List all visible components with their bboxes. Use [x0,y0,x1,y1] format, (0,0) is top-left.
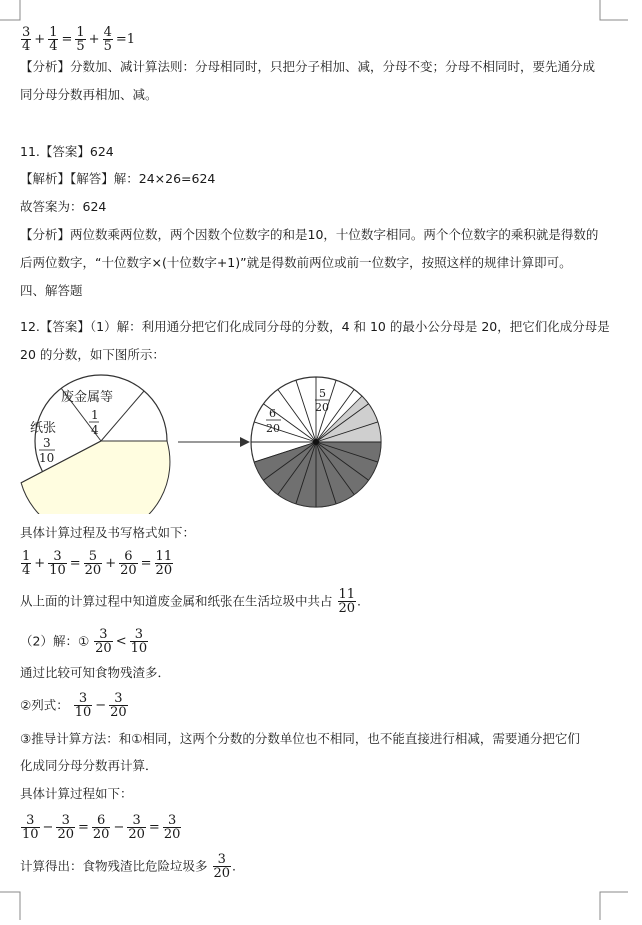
paper-frac-den: 10 [39,451,55,465]
pie-right [251,377,381,507]
formula-line: ②列式： $\frac{3}{10}$ − $\frac{3}{20}$ [20,691,127,720]
frac-b-den: 20 [266,422,280,435]
q11-conclusion: 故答案为：624 [20,199,107,214]
section-heading: 四、解答题 [20,283,83,298]
frac-a-den: 20 [315,401,329,414]
frac-a-num: 5 [319,387,326,400]
pie-left [21,375,170,514]
analysis-10-line-1: 【分析】分数加、减计算法则：分母相同时，只把分子相加、减，分母不变；分母不相同时，要先通分成 [20,59,596,74]
q12-intro-line-2: 20 的分数，如下图所示： [20,347,165,362]
paper-label: 纸张 [30,421,57,436]
equation-line-1: $\frac{3}{4}$ + $\frac{1}{4}$ = $\frac{1}{5}$ + $\frac{4}{5}$ =1 [22,25,136,54]
result-line: 计算得出：食物残渣比危险垃圾多 $\frac{3}{20}$ . [20,852,237,881]
fraction: $\frac{3}{4}$ [22,25,31,54]
fraction: $\frac{1}{5}$ [76,25,85,54]
q11-analysis-line-2: 后两位数字，“十位数字×(十位数字+1)”就是得数前两位或前一位数字，按照这样的规律计算即可。 [20,255,572,270]
q11-answer: 11.【答案】624 [20,144,114,159]
q11-analysis-line-1: 【分析】两位数乘两位数，两个因数个位数字的和是10，十位数字相同。两个个位数字的乘积就是得数的 [20,227,599,242]
equation-line-2: $\frac{1}{4}$ + $\frac{3}{10}$ = $\frac{5}{20}$ + $\frac{6}{20}$ = $\frac{11}{20}$ [22,549,173,578]
q12-intro-line-1: 12.【答案】（1）解：利用通分把它们化成同分母的分数，4 和 10 的最小公分母是 20，把它们化成分母是 [20,319,610,334]
equation-line-3: $\frac{3}{10}$ − $\frac{3}{20}$ = $\frac{6}{20}$ − $\frac{3}{20}$ = $\frac{3}{20}$ [22,813,181,842]
metal-frac-den: 4 [91,423,99,437]
method-line-1: ③推导计算方法：和①相同，这两个分数的分数单位也不相同，也不能直接进行相减，需要通分把它们 [20,731,580,746]
arrow [178,437,250,447]
q11-solution: 【解析】【解答】解：24×26=624 [20,171,216,186]
compare-text: 通过比较可知食物残渣多． [20,665,171,680]
process-label: 具体计算过程如下： [20,786,133,801]
paper-frac-num: 3 [43,436,51,450]
corner-mark-top-left [0,0,22,22]
corner-mark-bottom-right [598,890,628,920]
frac-b-num: 6 [269,407,276,420]
part2-line: （2）解：① $\frac{3}{20}$ < $\frac{3}{10}$ [20,627,148,656]
metal-frac-num: 1 [91,408,99,422]
metal-label: 废金属等 [61,390,114,405]
conclusion-line: 从上面的计算过程中知道废金属和纸张在生活垃圾中共占 $\frac{11}{20}$ . [20,587,362,616]
pie-diagram [18,372,418,514]
fraction: $\frac{1}{4}$ [49,25,58,54]
format-label: 具体计算过程及书写格式如下： [20,525,196,540]
corner-mark-bottom-left [0,890,22,920]
corner-mark-top-right [598,0,628,22]
fraction: $\frac{4}{5}$ [103,25,112,54]
method-line-2: 化成同分母分数再计算． [20,758,158,773]
analysis-10-line-2: 同分母分数再相加、减。 [20,87,158,102]
